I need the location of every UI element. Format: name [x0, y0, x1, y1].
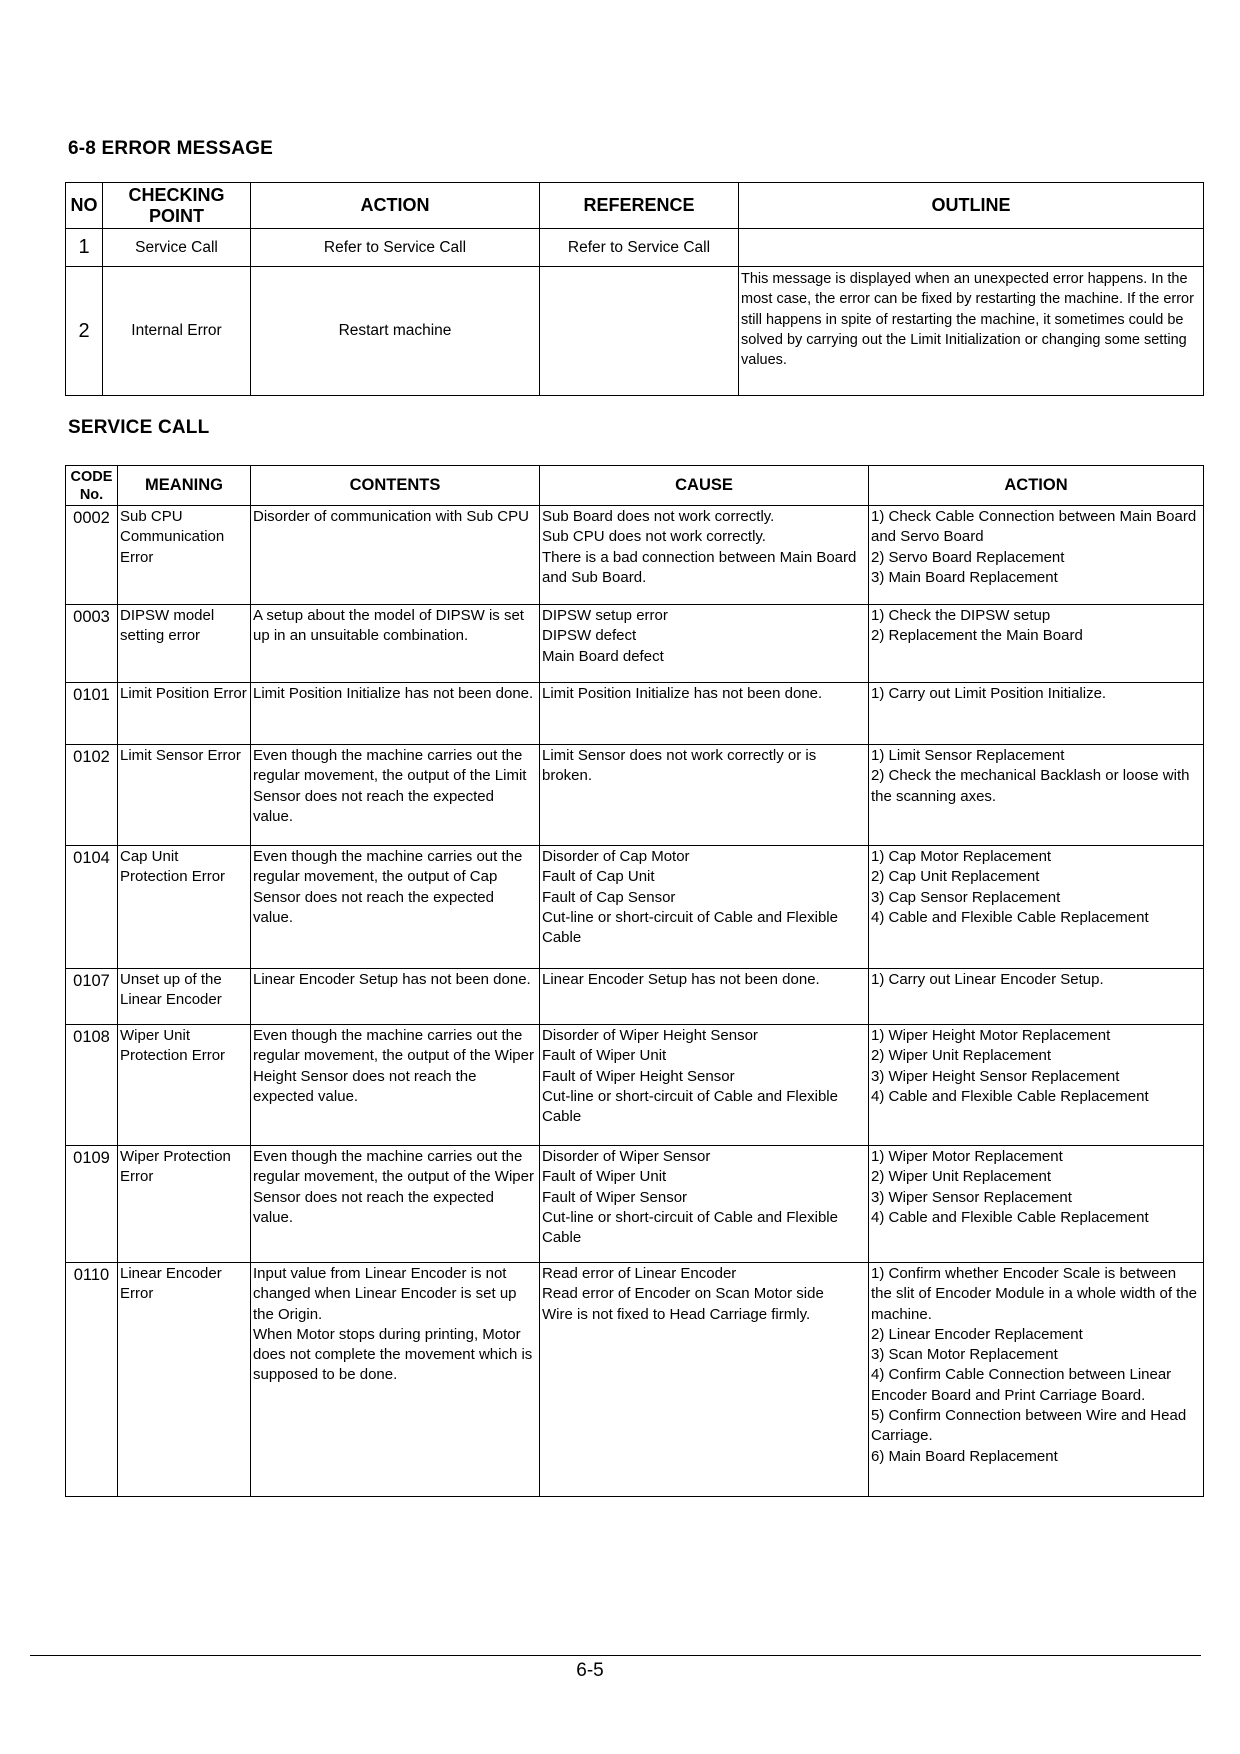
- row-meaning: DIPSW model setting error: [118, 605, 251, 683]
- header-outline: OUTLINE: [739, 183, 1204, 229]
- header-contents: CONTENTS: [251, 466, 540, 506]
- table-row: [66, 1146, 1204, 1263]
- table-row: [66, 267, 1204, 396]
- row-meaning: Sub CPU Communication Error: [118, 506, 251, 605]
- row-meaning: Wiper Unit Protection Error: [118, 1025, 251, 1146]
- row-cause: Limit Position Initialize has not been done.: [540, 683, 869, 745]
- header-no: NO: [66, 183, 103, 229]
- row-action: 1) Carry out Limit Position Initialize.: [869, 683, 1204, 745]
- table-row: [66, 745, 1204, 846]
- header-reference: REFERENCE: [540, 183, 739, 229]
- service-call-title: SERVICE CALL: [68, 417, 210, 438]
- row-outline: [739, 229, 1204, 267]
- row-action: Restart machine: [251, 267, 540, 396]
- row-reference: [540, 267, 739, 396]
- row-meaning: Limit Sensor Error: [118, 745, 251, 846]
- table-row: [66, 683, 1204, 745]
- row-code: 0102: [66, 745, 118, 846]
- row-cause: Linear Encoder Setup has not been done.: [540, 969, 869, 1025]
- row-meaning: Cap Unit Protection Error: [118, 846, 251, 969]
- header-meaning: MEANING: [118, 466, 251, 506]
- row-cause: Disorder of Cap Motor Fault of Cap Unit Fault of Cap Sensor Cut-line or short-circuit of Cable and Flexible Cable: [540, 846, 869, 969]
- row-checking-point: Service Call: [103, 229, 251, 267]
- row-action: 1) Check Cable Connection between Main Board and Servo Board 2) Servo Board Replacement 3) Main Board Replacement: [869, 506, 1204, 605]
- table-row: [66, 969, 1204, 1025]
- row-code: 0104: [66, 846, 118, 969]
- table-row: [66, 229, 1204, 267]
- row-code: 0002: [66, 506, 118, 605]
- row-cause: Disorder of Wiper Sensor Fault of Wiper Unit Fault of Wiper Sensor Cut-line or short-circuit of Cable and Flexible Cable: [540, 1146, 869, 1263]
- row-meaning: Wiper Protection Error: [118, 1146, 251, 1263]
- row-contents: Disorder of communication with Sub CPU: [251, 506, 540, 605]
- row-meaning: Unset up of the Linear Encoder: [118, 969, 251, 1025]
- row-action: 1) Wiper Motor Replacement 2) Wiper Unit Replacement 3) Wiper Sensor Replacement 4) Cable and Flexible Cable Replacement: [869, 1146, 1204, 1263]
- row-code: 0110: [66, 1263, 118, 1497]
- row-contents: Even though the machine carries out the regular movement, the output of the Wiper Height Sensor does not reach the expected value.: [251, 1025, 540, 1146]
- table-row: [66, 1025, 1204, 1146]
- row-action: 1) Check the DIPSW setup 2) Replacement the Main Board: [869, 605, 1204, 683]
- table-row: [66, 605, 1204, 683]
- row-meaning: Limit Position Error: [118, 683, 251, 745]
- error-message-title: 6-8 ERROR MESSAGE: [68, 138, 274, 159]
- row-cause: Read error of Linear Encoder Read error of Encoder on Scan Motor side Wire is not fixed to Head Carriage firmly.: [540, 1263, 869, 1497]
- footer-divider: [30, 1655, 1201, 1656]
- row-contents: Even though the machine carries out the regular movement, the output of the Wiper Sensor does not reach the expected value.: [251, 1146, 540, 1263]
- row-contents: Even though the machine carries out the regular movement, the output of Cap Sensor does not reach the expected value.: [251, 846, 540, 969]
- row-cause: Disorder of Wiper Height Sensor Fault of Wiper Unit Fault of Wiper Height Sensor Cut-line or short-circuit of Cable and Flexible Cable: [540, 1025, 869, 1146]
- row-outline: This message is displayed when an unexpected error happens. In the most case, the error can be fixed by restarting the machine. If the error still happens in spite of restarting the machine, it sometimes could be solved by carrying out the Limit Initialization or changing some setting values.: [739, 267, 1204, 396]
- page-number: 6-5: [576, 1660, 604, 1681]
- table-row: [66, 846, 1204, 969]
- row-code: 0003: [66, 605, 118, 683]
- row-no: 1: [66, 229, 103, 267]
- row-action: 1) Limit Sensor Replacement 2) Check the mechanical Backlash or loose with the scanning axes.: [869, 745, 1204, 846]
- row-code: 0107: [66, 969, 118, 1025]
- row-contents: Linear Encoder Setup has not been done.: [251, 969, 540, 1025]
- row-action: 1) Cap Motor Replacement 2) Cap Unit Replacement 3) Cap Sensor Replacement 4) Cable and Flexible Cable Replacement: [869, 846, 1204, 969]
- header-code: CODE No.: [66, 466, 118, 506]
- row-code: 0101: [66, 683, 118, 745]
- row-code: 0109: [66, 1146, 118, 1263]
- row-checking-point: Internal Error: [103, 267, 251, 396]
- table-header-row: [66, 466, 1204, 506]
- table-row: [66, 506, 1204, 605]
- row-contents: Even though the machine carries out the regular movement, the output of the Limit Sensor does not reach the expected value.: [251, 745, 540, 846]
- row-action: 1) Confirm whether Encoder Scale is between the slit of Encoder Module in a whole width of the machine. 2) Linear Encoder Replacement 3) Scan Motor Replacement 4) Confirm Cable Connection between Linear Encoder Board and Print Carriage Board. 5) Confirm Connection between Wire and Head Carriage. 6) Main Board Replacement: [869, 1263, 1204, 1497]
- row-action: Refer to Service Call: [251, 229, 540, 267]
- row-reference: Refer to Service Call: [540, 229, 739, 267]
- row-contents: A setup about the model of DIPSW is set up in an unsuitable combination.: [251, 605, 540, 683]
- error-message-table: [65, 182, 1204, 396]
- row-cause: DIPSW setup error DIPSW defect Main Board defect: [540, 605, 869, 683]
- row-action: 1) Carry out Linear Encoder Setup.: [869, 969, 1204, 1025]
- row-code: 0108: [66, 1025, 118, 1146]
- table-row: [66, 1263, 1204, 1497]
- header-action: ACTION: [869, 466, 1204, 506]
- row-meaning: Linear Encoder Error: [118, 1263, 251, 1497]
- row-action: 1) Wiper Height Motor Replacement 2) Wiper Unit Replacement 3) Wiper Height Sensor Replacement 4) Cable and Flexible Cable Replacement: [869, 1025, 1204, 1146]
- row-contents: Input value from Linear Encoder is not changed when Linear Encoder is set up the Origin. When Motor stops during printing, Motor does not complete the movement which is supposed to be done.: [251, 1263, 540, 1497]
- header-cause: CAUSE: [540, 466, 869, 506]
- header-action: ACTION: [251, 183, 540, 229]
- row-contents: Limit Position Initialize has not been done.: [251, 683, 540, 745]
- service-call-table: [65, 465, 1204, 1497]
- row-no: 2: [66, 267, 103, 396]
- row-cause: Limit Sensor does not work correctly or is broken.: [540, 745, 869, 846]
- table-header-row: [66, 183, 1204, 229]
- row-cause: Sub Board does not work correctly. Sub CPU does not work correctly. There is a bad connection between Main Board and Sub Board.: [540, 506, 869, 605]
- header-checking-point: CHECKING POINT: [103, 183, 251, 229]
